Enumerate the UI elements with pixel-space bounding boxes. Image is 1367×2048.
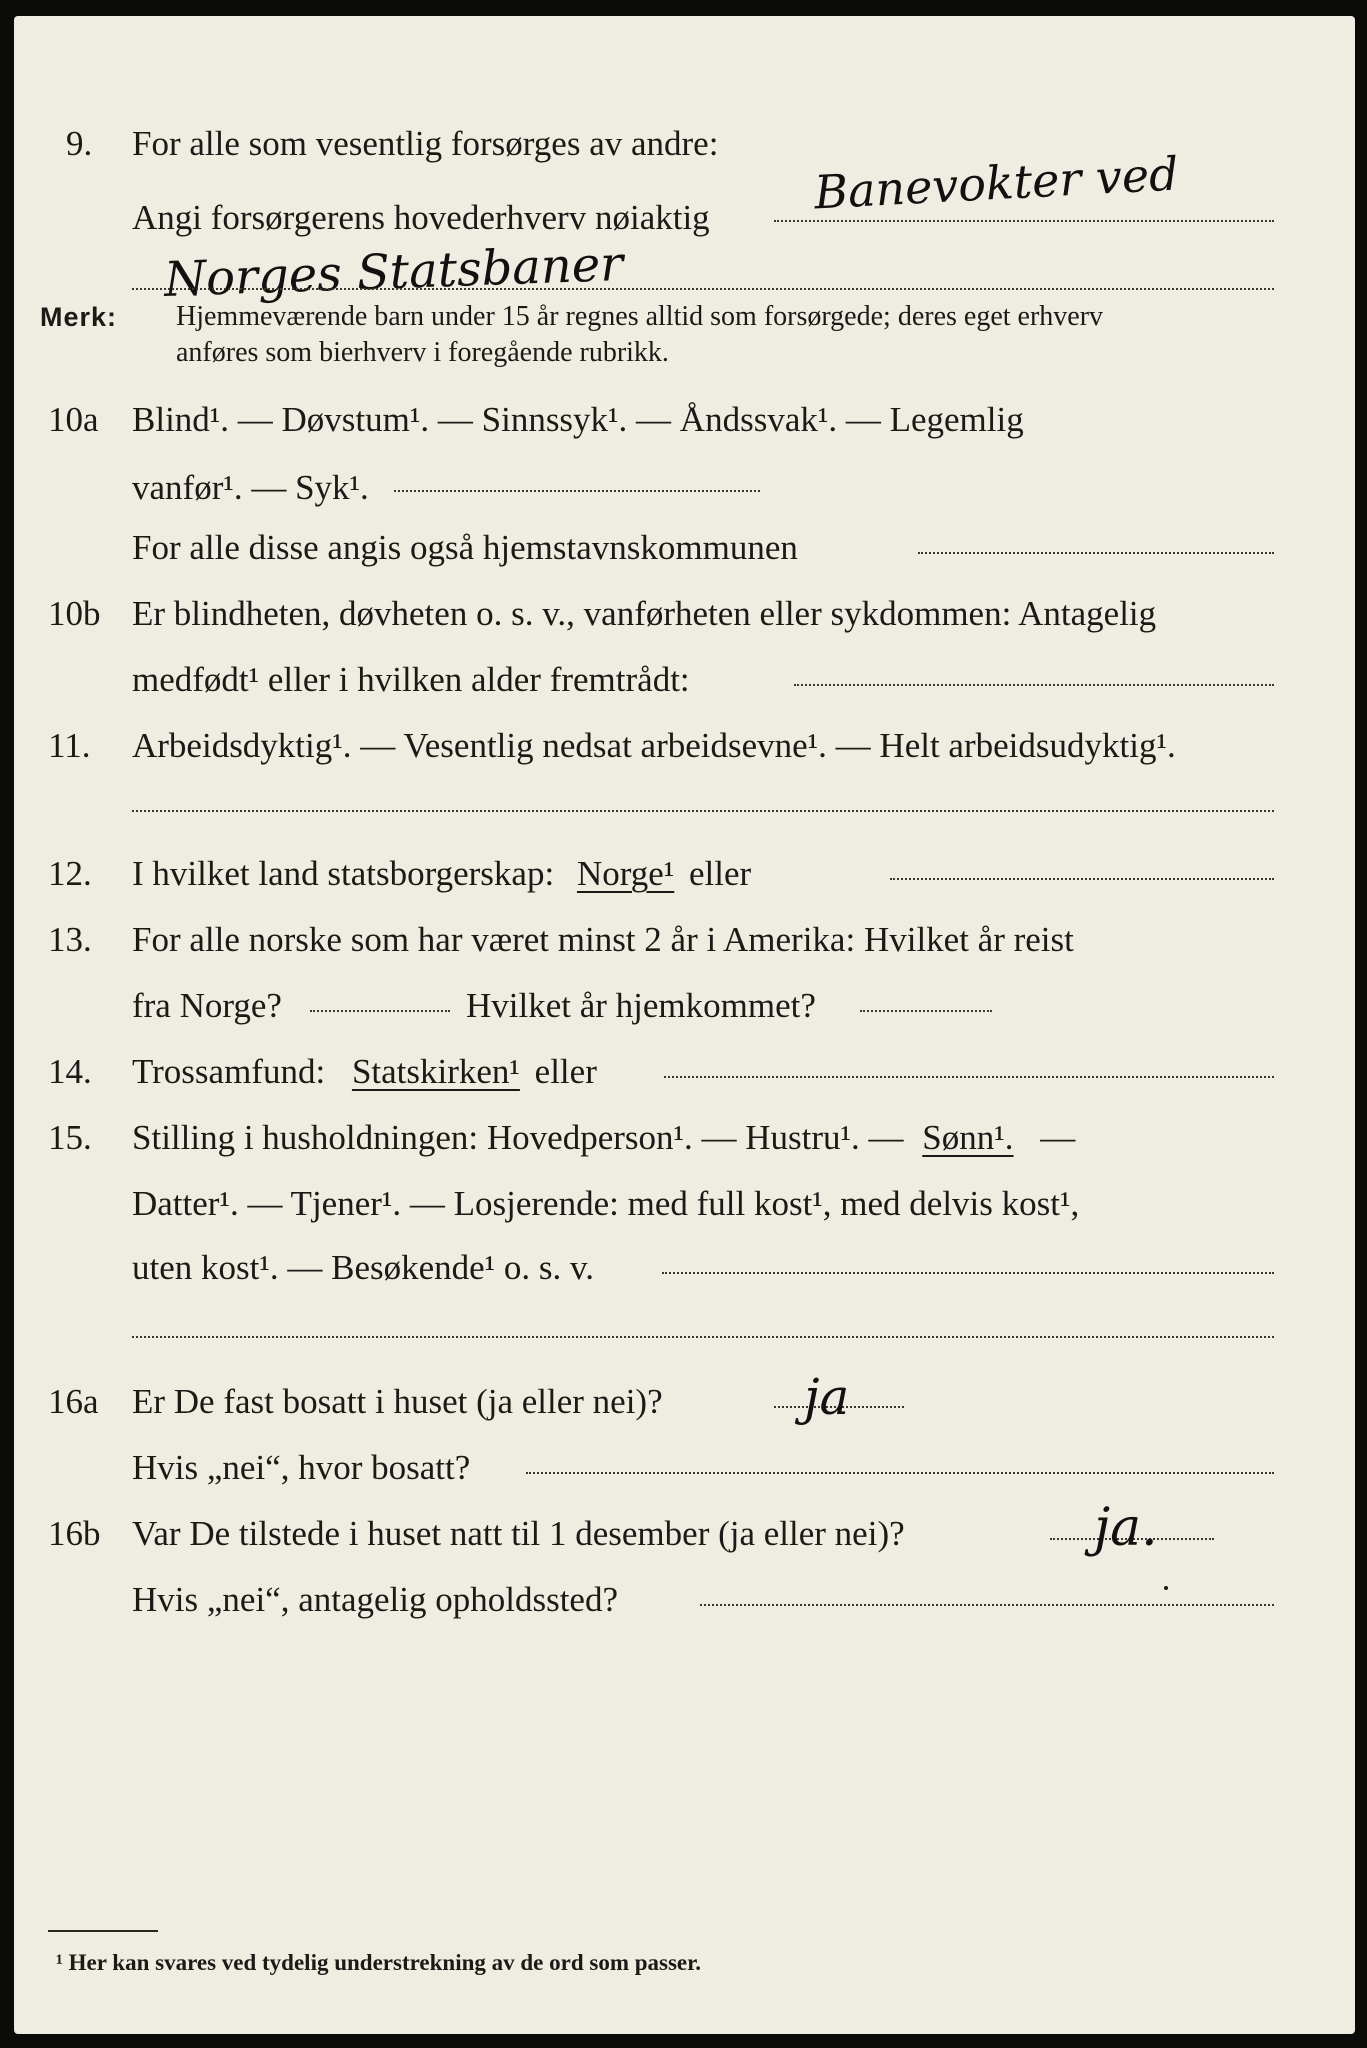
item-number-15: 15. <box>48 1118 92 1157</box>
q15-line-1-options: Stilling i husholdningen: Hovedperson¹. — Hustru¹. — <box>132 1118 904 1157</box>
q12-prefix: I hvilket land statsborgerskap: <box>132 854 555 893</box>
q14-answer-line[interactable] <box>664 1076 1274 1078</box>
q16a-handwritten-answer: ja <box>804 1368 850 1426</box>
q9-handwritten-answer-1: Banevokter ved <box>812 146 1180 220</box>
q15-line-3: uten kost¹. — Besøkende¹ o. s. v. <box>132 1248 595 1287</box>
q15-line-2: Datter¹. — Tjener¹. — Losjerende: med full kost¹, med delvis kost¹, <box>132 1184 1080 1223</box>
q14-underlined-statskirken[interactable]: Statskirken¹ <box>351 1052 520 1091</box>
q12-underlined-norge[interactable]: Norge¹ <box>576 854 675 893</box>
footnote-rule <box>48 1930 158 1932</box>
q15-line-1-dash: — <box>1040 1118 1076 1157</box>
item-number-16a: 16a <box>48 1382 99 1421</box>
q14-suffix: eller <box>534 1052 597 1091</box>
q16b-line-2: Hvis „nei“, antagelig opholdssted? <box>132 1580 618 1619</box>
q16b-line-1: Var De tilstede i huset natt til 1 desember (ja eller nei)? <box>132 1514 905 1553</box>
q10a-sick-answer-line[interactable] <box>394 490 760 492</box>
q15-extra-answer-line[interactable] <box>132 1336 1274 1338</box>
q13-line-2a: fra Norge? <box>132 986 282 1025</box>
q9-line-1: For alle som vesentlig forsørges av andre: <box>132 124 719 163</box>
q15-answer-line[interactable] <box>662 1272 1274 1274</box>
q16a-residence-answer-line[interactable] <box>526 1472 1274 1474</box>
item-number-9: 9. <box>66 124 93 163</box>
q10b-answer-line[interactable] <box>794 684 1274 686</box>
q11-answer-line[interactable] <box>132 810 1274 812</box>
q16b-whereabouts-answer-line[interactable] <box>700 1604 1274 1606</box>
q10a-municipality-answer-line[interactable] <box>918 552 1274 554</box>
item-number-12 <box>48 854 92 894</box>
q9-answer-line-1[interactable] <box>774 220 1274 222</box>
q14-line <box>132 1052 597 1092</box>
item-number-14: 14. <box>48 1052 92 1091</box>
q13-line-2b: Hvilket år hjemkommet? <box>466 986 816 1025</box>
q12-answer-line[interactable] <box>890 878 1274 880</box>
q16a-line-1: Er De fast bosatt i huset (ja eller nei)? <box>132 1382 663 1421</box>
footnote: ¹ Her kan svares ved tydelig understrekning av de ord som passer. <box>56 1950 701 1975</box>
note-line-2: anføres som bierhverv i foregående rubrikk. <box>176 337 669 368</box>
item-number-12-text: 12. <box>48 854 92 893</box>
q10b-line-2: medfødt¹ eller i hvilken alder fremtrådt: <box>132 660 690 699</box>
item-number-10a: 10a <box>48 400 99 439</box>
q9-line-2: Angi forsørgerens hovederhverv nøiaktig <box>132 198 710 237</box>
q13-return-answer-line[interactable] <box>860 1010 992 1012</box>
q9-answer-line-2[interactable] <box>132 288 1274 290</box>
item-number-10b: 10b <box>48 594 101 633</box>
q11-line-1: Arbeidsdyktig¹. — Vesentlig nedsat arbeidsevne¹. — Helt arbeidsudyktig¹. <box>132 726 1176 765</box>
item-number-13: 13. <box>48 920 92 959</box>
q13-departure-answer-line[interactable] <box>310 1010 450 1012</box>
q13-line-1: For alle norske som har været minst 2 år i Amerika: Hvilket år reist <box>132 920 1074 959</box>
census-form-page <box>14 16 1355 2034</box>
q9-handwritten-answer-2: Norges Statsbaner <box>163 236 625 308</box>
pen-dot-mark <box>1164 1586 1168 1590</box>
item-number-11: 11. <box>48 726 91 765</box>
q12-suffix: eller <box>689 854 752 893</box>
q16a-line-2: Hvis „nei“, hvor bosatt? <box>132 1448 471 1487</box>
q10a-line-1: Blind¹. — Døvstum¹. — Sinnssyk¹. — Åndssvak¹. — Legemlig <box>132 400 1024 439</box>
item-number-16b: 16b <box>48 1514 101 1553</box>
q12-line <box>132 854 751 894</box>
note-line-1: Hjemmeværende barn under 15 år regnes alltid som forsørgede; deres eget erhverv <box>176 301 1104 332</box>
q10b-line-1: Er blindheten, døvheten o. s. v., vanførheten eller sykdommen: Antagelig <box>132 594 1157 633</box>
q16b-handwritten-answer: ja. <box>1094 1498 1158 1558</box>
q14-prefix: Trossamfund: <box>132 1052 326 1091</box>
q15-underlined-sonn[interactable]: Sønn¹. <box>922 1118 1014 1157</box>
note-label: Merk: <box>40 302 118 332</box>
q10a-line-2: vanfør¹. — Syk¹. <box>132 468 369 507</box>
q15-line-1 <box>132 1118 1075 1158</box>
q10a-line-3: For alle disse angis også hjemstavnskommunen <box>132 528 798 567</box>
